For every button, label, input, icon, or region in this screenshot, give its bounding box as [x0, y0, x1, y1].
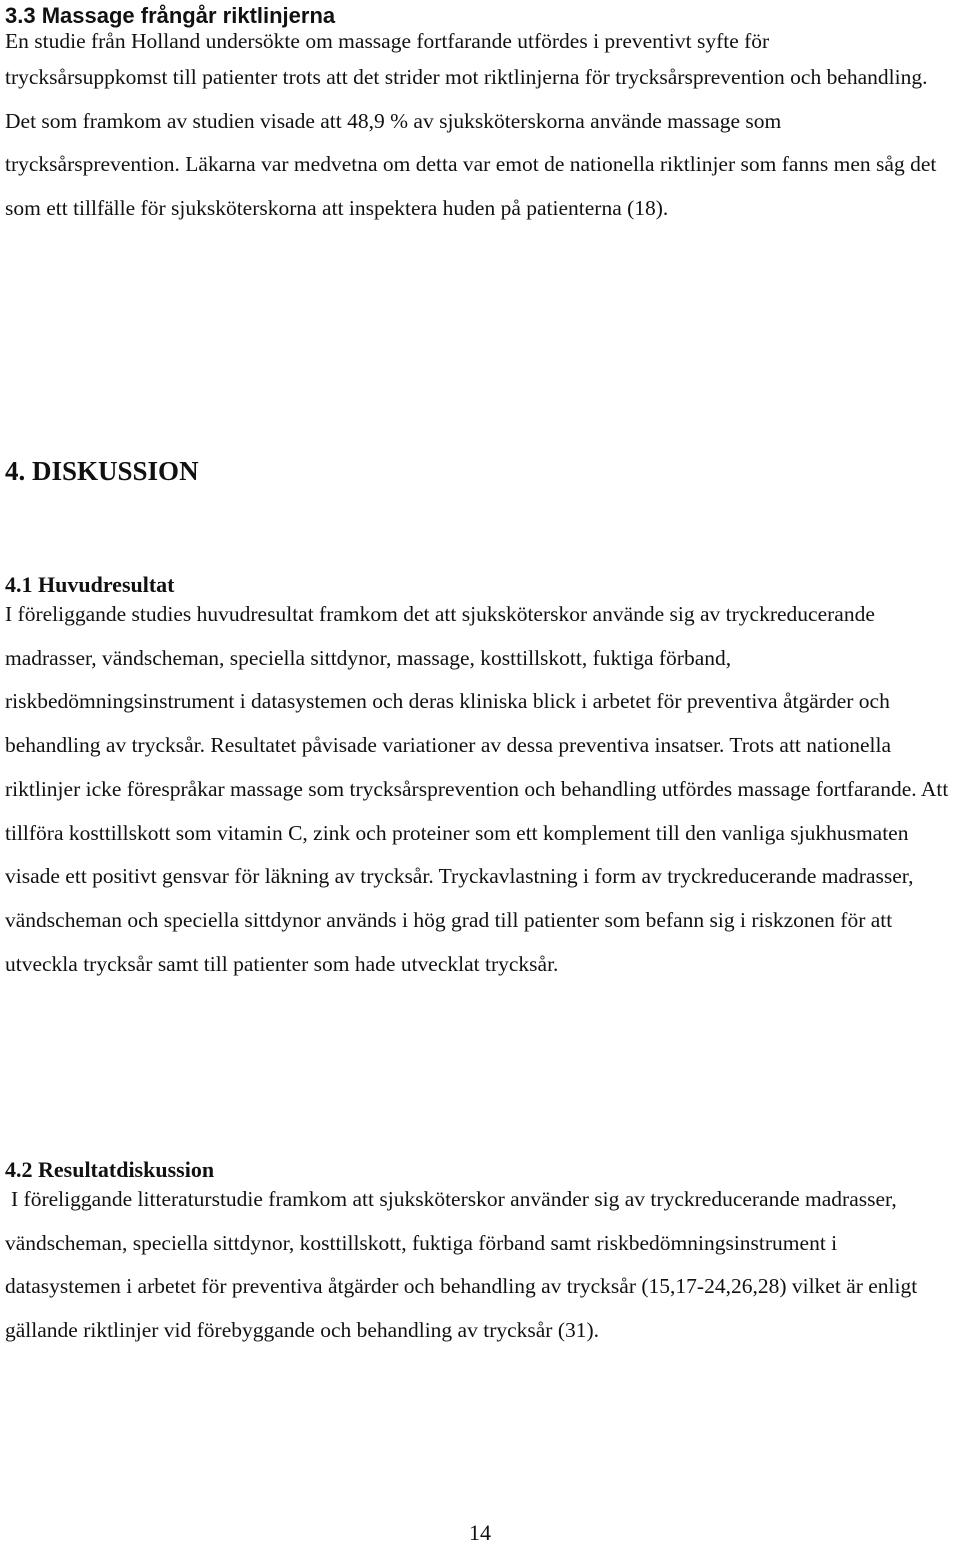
section-heading-4-2: 4.2 Resultatdiskussion [5, 1157, 215, 1182]
section-paragraph-4-1: I föreliggande studies huvudresultat framkom det att sjuksköterskor använde sig av tryckreducerande madrasser, vändscheman, speciella sittdynor, massage, kosttillskott, fuktiga förband, riskbedömningsinstrument i datasystemen och deras kliniska blick i arbetet för preventiva åtgärder och behandling av trycksår. Resultatet påvisade variationer av dessa preventiva insatser. Trots att nationella riktlinjer icke förespråkar massage som trycksårsprevention och behandling utfördes massage fortfarande. Att tillföra kosttillskott som vitamin C, zink och proteiner som ett komplement till den vanliga sjukhusmaten visade ett positivt gensvar för läkning av trycksår. Tryckavlastning i form av tryckreducerande madrasser, vändscheman och speciella sittdynor används i hög grad till patienter som befann sig i riskzonen för att utveckla trycksår samt till patienter som hade utvecklat trycksår. [5, 602, 949, 976]
section-paragraph-3-3 [5, 26, 957, 230]
section-heading-4-1: 4.1 Huvudresultat [5, 572, 175, 597]
section-4-2 [5, 1155, 957, 1353]
section-4-1 [5, 570, 957, 986]
paragraph-body: trycksårsuppkomst till patienter trots att det strider mot riktlinjerna för trycksårsprevention och behandling. Det som framkom av studien visade att 48,9 % av sjuksköterskorna använde massage som trycksårsprevention. Läkarna var medvetna om detta var emot de nationella riktlinjer som fanns men såg det som ett tillfälle för sjuksköterskorna att inspektera huden på patienterna (18). [5, 65, 937, 220]
page-number: 14 [469, 1520, 491, 1545]
chapter-heading-4: 4. DISKUSSION [5, 456, 199, 486]
section-paragraph-4-2: I föreliggande litteraturstudie framkom att sjuksköterskor använder sig av tryckreducerande madrasser, vändscheman, speciella sittdynor, kosttillskott, fuktiga förband samt riskbedömningsinstrument i datasystemen i arbetet för preventiva åtgärder och behandling av trycksår (15,17-24,26,28) vilket är enligt gällande riktlinjer vid förebyggande och behandling av trycksår (31). [5, 1187, 918, 1343]
section-heading-3-3: 3.3 Massage frångår riktlinjerna [5, 3, 336, 28]
paragraph-first-line: En studie från Holland undersökte om massage fortfarande utfördes i preventivt syfte för [5, 29, 770, 53]
section-3-3 [5, 2, 957, 230]
